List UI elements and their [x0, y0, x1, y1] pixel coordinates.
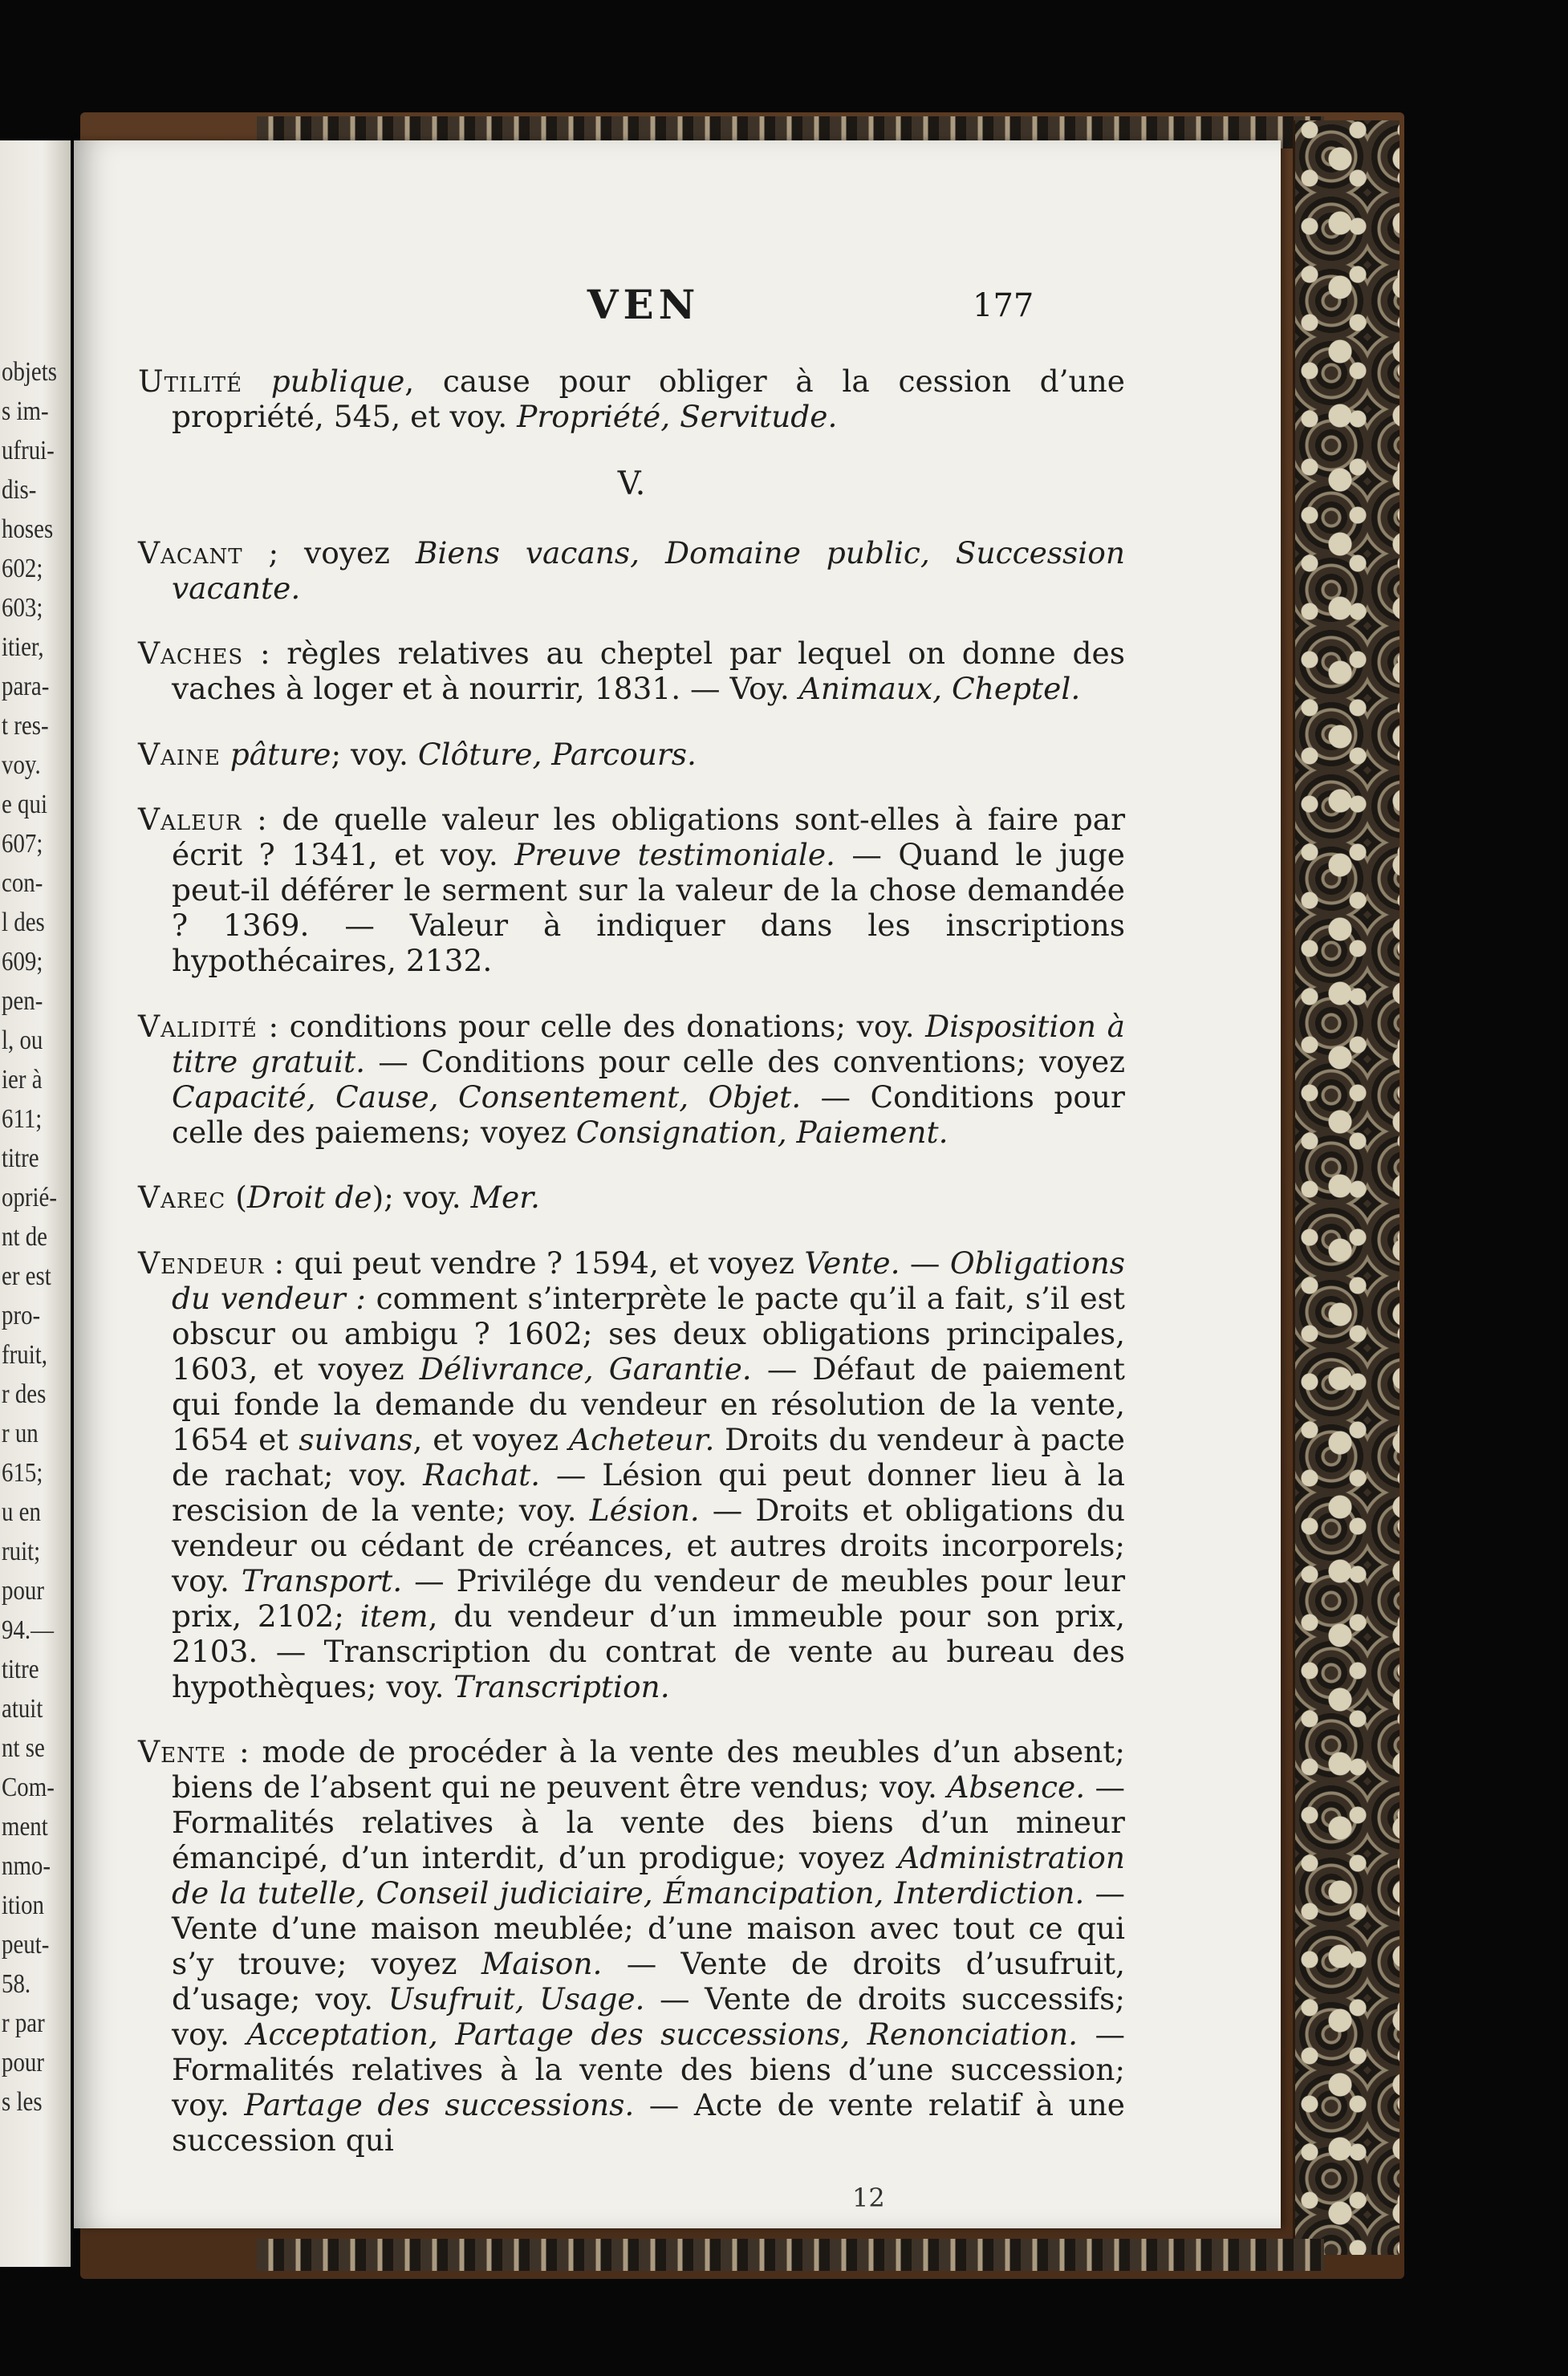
- left-page-fragment: oprié-: [2, 1183, 58, 1212]
- left-page-fragment: s im-: [2, 396, 49, 426]
- left-page-fragment: 602;: [2, 554, 43, 583]
- entry-vendeur: [138, 1245, 1125, 1704]
- left-page-fragment: nmo-: [2, 1851, 51, 1881]
- entry-head: Validité: [138, 1008, 258, 1044]
- left-page-fragment: ier à: [2, 1065, 43, 1095]
- entry-body: : de quelle valeur les obligations sont-elles à faire par écrit ? 1341, et voy. Preuve testimoniale. — Quand le juge peut-il déférer le serment sur la valeur de la chose demandée ? 1369. — Valeur à indiquer dans les inscriptions hypothécaires, 2132.: [172, 802, 1125, 978]
- index-content: [138, 333, 1125, 2162]
- entry-vente: [138, 1734, 1125, 2158]
- left-page-fragment: 607;: [2, 829, 43, 859]
- entry-body: pâture; voy. Clôture, Parcours.: [230, 736, 697, 772]
- left-page-fragment: nt de: [2, 1222, 47, 1252]
- left-page-fragment: para-: [2, 672, 50, 701]
- left-page-fragment: ment: [2, 1812, 48, 1842]
- left-page-fragment: pour: [2, 1576, 44, 1606]
- entry-vacant: [138, 535, 1125, 606]
- section-letter: V.: [617, 465, 646, 502]
- page-header: [74, 281, 1281, 329]
- entry-body: : règles relatives au cheptel par lequel on donne des vaches à loger et à nourrir, 1831. — Voy. Animaux, Cheptel.: [172, 636, 1125, 706]
- left-page-strip: [0, 140, 71, 2267]
- left-page-fragment: nt se: [2, 1733, 45, 1763]
- left-page-fragment: r un: [2, 1419, 39, 1448]
- left-page-fragment: dis-: [2, 475, 37, 505]
- marbled-edge-right: [1293, 120, 1399, 2255]
- left-page-fragment: 603;: [2, 593, 43, 623]
- entry-head: Utilité: [138, 363, 243, 399]
- left-page-fragment: 609;: [2, 947, 43, 977]
- left-page-fragment: titre: [2, 1143, 39, 1173]
- left-page-fragment: u en: [2, 1497, 41, 1527]
- marbled-edge-bottom: [257, 2239, 1324, 2271]
- left-page-fragment: ufrui-: [2, 436, 55, 465]
- left-page-fragment: titre: [2, 1655, 39, 1684]
- page-number: 177: [973, 287, 1034, 324]
- entry-head: Vente: [138, 1734, 227, 1769]
- left-page-fragment: peut-: [2, 1930, 50, 1960]
- entry-body: : mode de procéder à la vente des meubles d’un absent; biens de l’absent qui ne peuvent être vendus; voy. Absence. — Formalités relatives à la vente des biens d’un mineur émancipé, d’un interdit, d’un prodigue; voyez Administration de la tutelle, Conseil judiciaire, Émancipation, Interdiction. — Vente d’une maison meublée; d’une maison avec tout ce qui s’y trouve; voyez Maison. — Vente de droits d’usufruit, d’usage; voy. Usufruit, Usage. — Vente de droits successifs; voy. Acceptation, Partage des successions, Renonciation. — Formalités relatives à la vente des biens d’une succession; voy. Partage des successions. — Acte de vente relatif à une succession qui: [172, 1734, 1126, 2158]
- entry-validite: [138, 1009, 1125, 1150]
- left-page-fragment: fruit,: [2, 1340, 47, 1370]
- left-page-fragment: s les: [2, 2087, 43, 2117]
- entry-head: Varec: [138, 1180, 226, 1215]
- left-page-fragment: itier,: [2, 632, 44, 662]
- entry-vaine: [138, 737, 1125, 772]
- entry-head: Vacant: [138, 534, 243, 571]
- left-page-fragment: pen-: [2, 986, 43, 1016]
- left-page-fragment: e qui: [2, 790, 47, 819]
- left-page-fragment: l, ou: [2, 1026, 43, 1055]
- left-page-fragment: objets: [2, 357, 58, 387]
- entry-head: Vaches: [138, 636, 244, 671]
- signature-mark: 12: [852, 2183, 885, 2213]
- entry-head: Valeur: [138, 802, 242, 837]
- left-page-fragment: ition: [2, 1891, 44, 1920]
- left-page-fragment: t res-: [2, 711, 49, 741]
- left-page-fragment: 615;: [2, 1458, 43, 1488]
- entry-body: ; voyez Biens vacans, Domaine public, Succession vacante.: [172, 534, 1125, 606]
- entry-body: : qui peut vendre ? 1594, et voyez Vente. — Obligations du vendeur : comment s’interprète le pacte qu’il a fait, s’il est obscur ou ambigu ? 1602; ses deux obligations principales, 1603, et voyez Délivrance, Garantie. — Défaut de paiement qui fonde la demande du vendeur en résolution de la vente, 1654 et suivans, et voyez Acheteur. Droits du vendeur à pacte de rachat; voy. Rachat. — Lésion qui peut donner lieu à la rescision de la vente; voy. Lésion. — Droits et obligations du vendeur ou cédant de créances, et autres droits incorporels; voy. Transport. — Privilége du vendeur de meubles pour leur prix, 2102; item, du vendeur d’un immeuble pour son prix, 2103. — Transcription du contrat de vente au bureau des hypothèques; voy. Transcription.: [172, 1245, 1125, 1704]
- entry-utilite: [138, 364, 1125, 434]
- left-page-fragment: 94.—: [2, 1615, 55, 1645]
- left-page-fragment: r par: [2, 2008, 45, 2038]
- left-page-fragment: l des: [2, 908, 45, 937]
- entry-head: Vaine: [138, 736, 221, 772]
- entry-body: publique, cause pour obliger à la cession d’une propriété, 545, et voy. Propriété, Servitude.: [172, 363, 1126, 434]
- left-page-fragment: hoses: [2, 514, 54, 544]
- left-page-fragment: r des: [2, 1379, 47, 1409]
- left-page-fragment: atuit: [2, 1694, 43, 1724]
- left-page-fragment: pour: [2, 2048, 44, 2077]
- entry-head: Vendeur: [138, 1245, 265, 1281]
- entry-body: (Droit de); voy. Mer.: [225, 1180, 540, 1215]
- left-page-fragment: con-: [2, 868, 43, 898]
- left-page-fragment: 611;: [2, 1104, 43, 1134]
- entry-vaches: [138, 636, 1125, 706]
- left-page-fragment: pro-: [2, 1301, 41, 1330]
- entry-valeur: [138, 802, 1125, 978]
- entry-body: : conditions pour celle des donations; voy. Disposition à titre gratuit. — Conditions pour celle des conventions; voyez Capacité, Cause, Consentement, Objet. — Conditions pour celle des paiemens; voyez Consignation, Paiement.: [172, 1008, 1125, 1150]
- running-head: VEN: [587, 281, 701, 328]
- left-page-fragment: Com-: [2, 1773, 55, 1802]
- left-page-fragment: er est: [2, 1261, 51, 1291]
- left-page-fragment: 58.: [2, 1969, 31, 1999]
- left-page-fragment: voy.: [2, 750, 41, 780]
- left-page-fragment: ruit;: [2, 1537, 41, 1566]
- entry-varec: [138, 1180, 1125, 1215]
- book-page: [74, 140, 1281, 2228]
